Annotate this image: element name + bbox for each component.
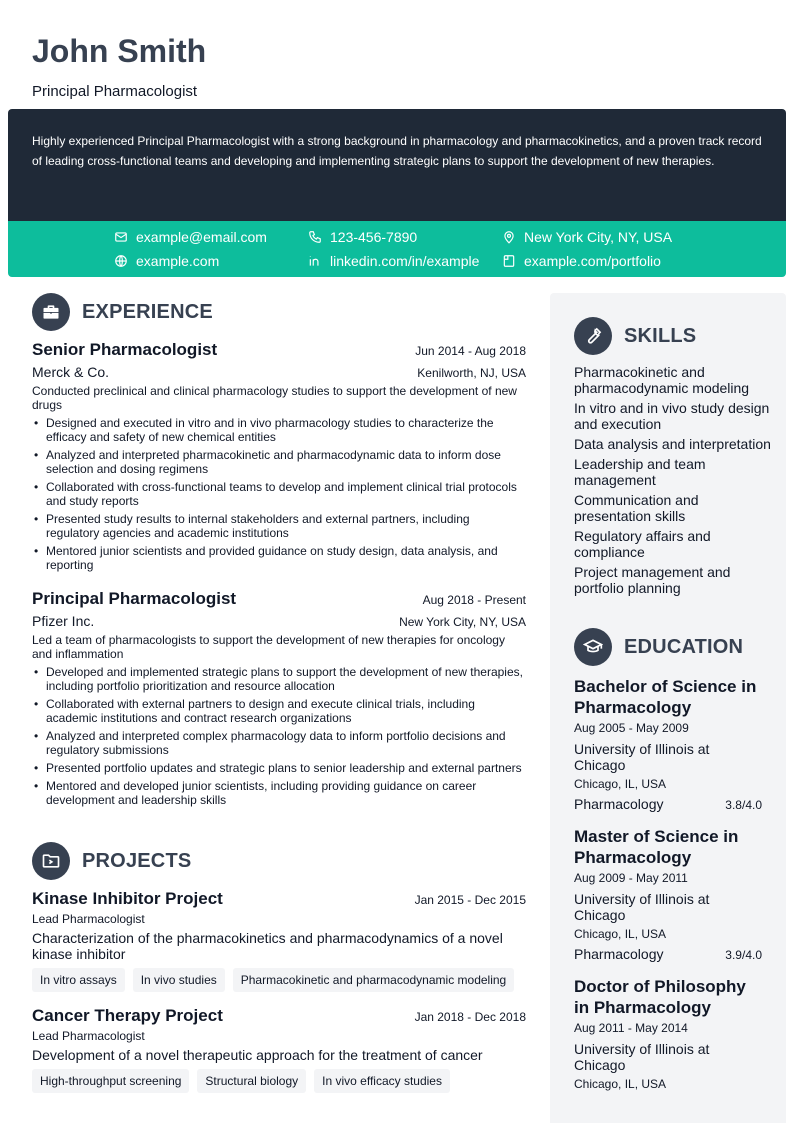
project-role: Lead Pharmacologist — [32, 912, 145, 926]
project-description: Development of a novel therapeutic approach for the treatment of cancer — [32, 1047, 483, 1063]
project-role: Lead Pharmacologist — [32, 1029, 145, 1043]
edu-field: Pharmacology — [574, 946, 664, 962]
job-title: Principal Pharmacologist — [32, 589, 237, 608]
job-company: Pfizer Inc. — [32, 613, 95, 629]
contact-email[interactable] — [114, 227, 267, 247]
project-tag: In vivo efficacy studies — [314, 1069, 450, 1093]
edu-school: University of Illinois at Chicago — [574, 1041, 710, 1073]
job-title: Senior Pharmacologist — [32, 340, 218, 359]
education-entry — [574, 826, 762, 962]
bullet-item: • Designed and executed in vitro and in vivo pharmacology studies to characterize the efficacy and safety of new chemical entities — [32, 416, 526, 444]
project-tag: Structural biology — [197, 1069, 306, 1093]
bullet-item: • Developed and implemented strategic plans to support the development of new therapies, including portfolio prioritization and resource allocation — [32, 665, 526, 693]
skill-item: Project management and portfolio planning — [574, 564, 731, 596]
experience-heading — [32, 293, 213, 331]
skills-title: SKILLS — [624, 324, 697, 347]
job-date: Aug 2018 - Present — [422, 593, 526, 607]
edu-degree: Doctor of Philosophy in Pharmacology — [574, 977, 746, 1017]
graduation-cap-icon — [574, 628, 612, 666]
mail-icon — [114, 230, 128, 244]
edu-degree: Master of Science in Pharmacology — [574, 827, 739, 867]
project-date: Jan 2015 - Dec 2015 — [414, 893, 526, 907]
bullet-item: • Collaborated with external partners to design and execute clinical trials, including academic institutions and contract research organizations — [32, 697, 526, 725]
experience-entry — [32, 589, 526, 811]
projects-heading — [32, 842, 191, 880]
edu-date: Aug 2011 - May 2014 — [574, 1021, 688, 1035]
job-date: Jun 2014 - Aug 2018 — [415, 344, 526, 358]
skill-item: Data analysis and interpretation — [574, 436, 771, 452]
bullet-item: • Analyzed and interpreted pharmacokinetic and pharmacodynamic data to inform dose selection and dosing regimens — [32, 448, 526, 476]
edu-location: Chicago, IL, USA — [574, 777, 667, 791]
experience-entry — [32, 340, 526, 576]
contact-phone[interactable] — [308, 227, 417, 247]
bullet-item: • Analyzed and interpreted complex pharmacology data to inform portfolio decisions and regulatory submissions — [32, 729, 526, 757]
bullet-item: • Mentored junior scientists and provided guidance on study design, data analysis, and reporting — [32, 544, 526, 572]
contact-website-text: example.com — [136, 253, 220, 269]
briefcase-icon — [32, 293, 70, 331]
project-entry — [32, 889, 526, 992]
job-bullets — [32, 416, 526, 572]
resume-header — [32, 34, 206, 100]
bullet-item: • Mentored and developed junior scientists, including providing guidance on career development and leadership skills — [32, 779, 526, 807]
contact-email-text: example@email.com — [136, 229, 267, 245]
contact-location — [502, 227, 672, 247]
contact-linkedin[interactable] — [308, 251, 479, 271]
skill-item: Leadership and team management — [574, 456, 706, 488]
project-title: Cancer Therapy Project — [32, 1006, 223, 1025]
linkedin-icon — [308, 254, 322, 268]
project-entry — [32, 1006, 526, 1093]
project-tag: In vitro assays — [32, 968, 125, 992]
edu-field: Pharmacology — [574, 796, 664, 812]
summary-panel — [8, 109, 786, 221]
skill-item: Regulatory affairs and compliance — [574, 528, 711, 560]
wrench-icon — [574, 317, 612, 355]
phone-icon — [308, 230, 322, 244]
project-tag: High-throughput screening — [32, 1069, 189, 1093]
project-date: Jan 2018 - Dec 2018 — [414, 1010, 526, 1024]
bullet-item: • Presented portfolio updates and strategic plans to senior leadership and external partners — [32, 761, 526, 775]
project-description: Characterization of the pharmacokinetics and pharmacodynamics of a novel kinase inhibitor — [32, 930, 503, 962]
skill-item: Communication and presentation skills — [574, 492, 699, 524]
edu-gpa: 3.8/4.0 — [725, 798, 762, 812]
contact-website[interactable] — [114, 251, 219, 271]
projects-title: PROJECTS — [82, 849, 192, 872]
project-tags — [32, 968, 526, 992]
edu-date: Aug 2005 - May 2009 — [574, 721, 689, 735]
job-description: Conducted preclinical and clinical pharmacology studies to support the development of new drugs — [32, 384, 517, 412]
education-title: EDUCATION — [624, 635, 744, 658]
bullet-item: • Presented study results to internal stakeholders and external partners, including regulatory agencies and academic institutions — [32, 512, 526, 540]
contact-phone-text: 123-456-7890 — [330, 229, 418, 245]
education-heading — [574, 628, 743, 666]
edu-school: University of Illinois at Chicago — [574, 891, 710, 923]
job-location: New York City, NY, USA — [399, 615, 526, 629]
contact-portfolio-text: example.com/portfolio — [524, 253, 661, 269]
job-description: Led a team of pharmacologists to support the development of new therapies for oncology and inflammation — [32, 633, 505, 661]
edu-date: Aug 2009 - May 2011 — [574, 871, 688, 885]
contact-bar — [8, 221, 786, 277]
project-tag: In vivo studies — [133, 968, 225, 992]
job-bullets — [32, 665, 526, 807]
project-tags — [32, 1069, 526, 1093]
contact-linkedin-text: linkedin.com/in/example — [330, 253, 480, 269]
job-location: Kenilworth, NJ, USA — [417, 366, 526, 380]
edu-location: Chicago, IL, USA — [574, 1077, 667, 1091]
experience-title: EXPERIENCE — [82, 300, 213, 323]
job-company: Merck & Co. — [32, 364, 110, 380]
folder-icon — [32, 842, 70, 880]
portfolio-icon — [502, 254, 516, 268]
edu-school: University of Illinois at Chicago — [574, 741, 710, 773]
edu-degree: Bachelor of Science in Pharmacology — [574, 677, 757, 717]
globe-icon — [114, 254, 128, 268]
bullet-item: • Collaborated with cross-functional teams to develop and implement clinical trial protocols and study reports — [32, 480, 526, 508]
candidate-title: Principal Pharmacologist — [32, 83, 198, 100]
contact-portfolio[interactable] — [502, 251, 661, 271]
edu-gpa: 3.9/4.0 — [725, 948, 762, 962]
summary-text: Highly experienced Principal Pharmacologist with a strong background in pharmacology and pharmacokinetics, and a proven track record of leading cross-functional teams and developing and implementing strategic plans to support the development of new therapies. — [32, 134, 762, 168]
skills-list — [574, 364, 774, 600]
project-title: Kinase Inhibitor Project — [32, 889, 223, 908]
contact-location-text: New York City, NY, USA — [524, 229, 673, 245]
skill-item: Pharmacokinetic and pharmacodynamic modeling — [574, 364, 750, 396]
education-entry — [574, 676, 762, 812]
project-tag: Pharmacokinetic and pharmacodynamic modeling — [233, 968, 514, 992]
candidate-name: John Smith — [32, 33, 207, 69]
edu-location: Chicago, IL, USA — [574, 927, 667, 941]
map-pin-icon — [502, 230, 516, 244]
education-entry — [574, 976, 762, 1091]
skill-item: In vitro and in vivo study design and execution — [574, 400, 770, 432]
skills-heading — [574, 317, 696, 355]
